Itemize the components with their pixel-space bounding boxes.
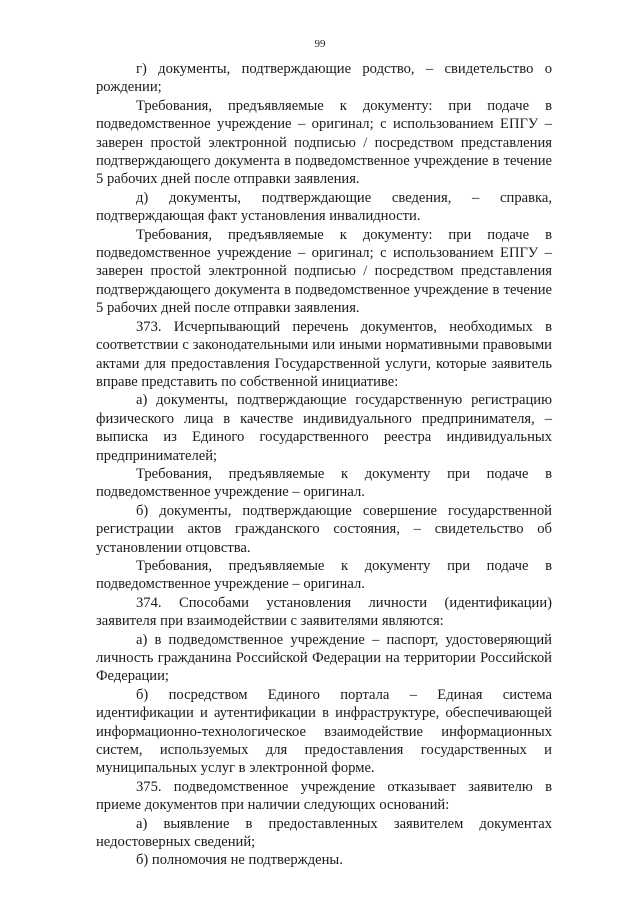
paragraph-disability-docs: д) документы, подтверждающие сведения, – справка, подтверждающая факт установления инвалидности.: [96, 189, 552, 225]
paragraph-relationship-docs: г) документы, подтверждающие родство, – свидетельство о рождении;: [96, 61, 552, 96]
paragraph-requirements: Требования, предъявляемые к документу: при подаче в подведомственное учреждение – оригинал; с использованием ЕПГУ – заверен простой электронной подписью / посредством представления подтверждающего документа в подведомственное учреждение в течение 5 рабочих дней после отправки заявления.: [96, 226, 552, 317]
paragraph-no-authority: б) полномочия не подтверждены.: [136, 852, 343, 869]
paragraph-373: 373. Исчерпывающий перечень документов, необходимых в соответствии с законодательными или иными нормативными правовыми актами для предоставления Государственной услуги, которые заявитель вправе представить по собственной инициативе:: [96, 318, 552, 390]
document-body: [96, 60, 552, 870]
paragraph-375: 375. подведомственное учреждение отказывает заявителю в приеме документов при наличии следующих оснований:: [96, 778, 552, 814]
paragraph-civil-status-docs: б) документы, подтверждающие совершение государственной регистрации актов гражданского состояния, – свидетельство об установлении отцовства.: [96, 502, 552, 556]
page-number: 99: [314, 38, 326, 50]
paragraph-esia: б) посредством Единого портала – Единая система идентификации и аутентификации в инфраструктуре, обеспечивающей информационно-технологическое взаимодействие информационных систем, используемых для предоставления государственных и муниципальных услуг в электронной форме.: [96, 686, 552, 777]
paragraph-passport: а) в подведомственное учреждение – паспорт, удостоверяющий личность гражданина Российской Федерации на территории Российской Федерации;: [96, 631, 552, 685]
paragraph-requirements: Требования, предъявляемые к документу: при подаче в подведомственное учреждение – оригинал; с использованием ЕПГУ – заверен простой электронной подписью / посредством представления подтверждающего документа в подведомственное учреждение в течение 5 рабочих дней после отправки заявления.: [96, 97, 552, 188]
paragraph-374: 374. Способами установления личности (идентификации) заявителя при взаимодействии с заявителями являются:: [96, 594, 552, 630]
paragraph-requirements: Требования, предъявляемые к документу при подаче в подведомственное учреждение – оригинал.: [96, 465, 552, 501]
paragraph-requirements: Требования, предъявляемые к документу при подаче в подведомственное учреждение – оригинал.: [96, 557, 552, 593]
paragraph-false-info: а) выявление в предоставленных заявителем документах недостоверных сведений;: [96, 815, 552, 851]
paragraph-entrepreneur-docs: а) документы, подтверждающие государственную регистрацию физического лица в качестве индивидуального предпринимателя, – выписка из Единого государственного реестра индивидуальных предпринимателей;: [96, 392, 552, 464]
